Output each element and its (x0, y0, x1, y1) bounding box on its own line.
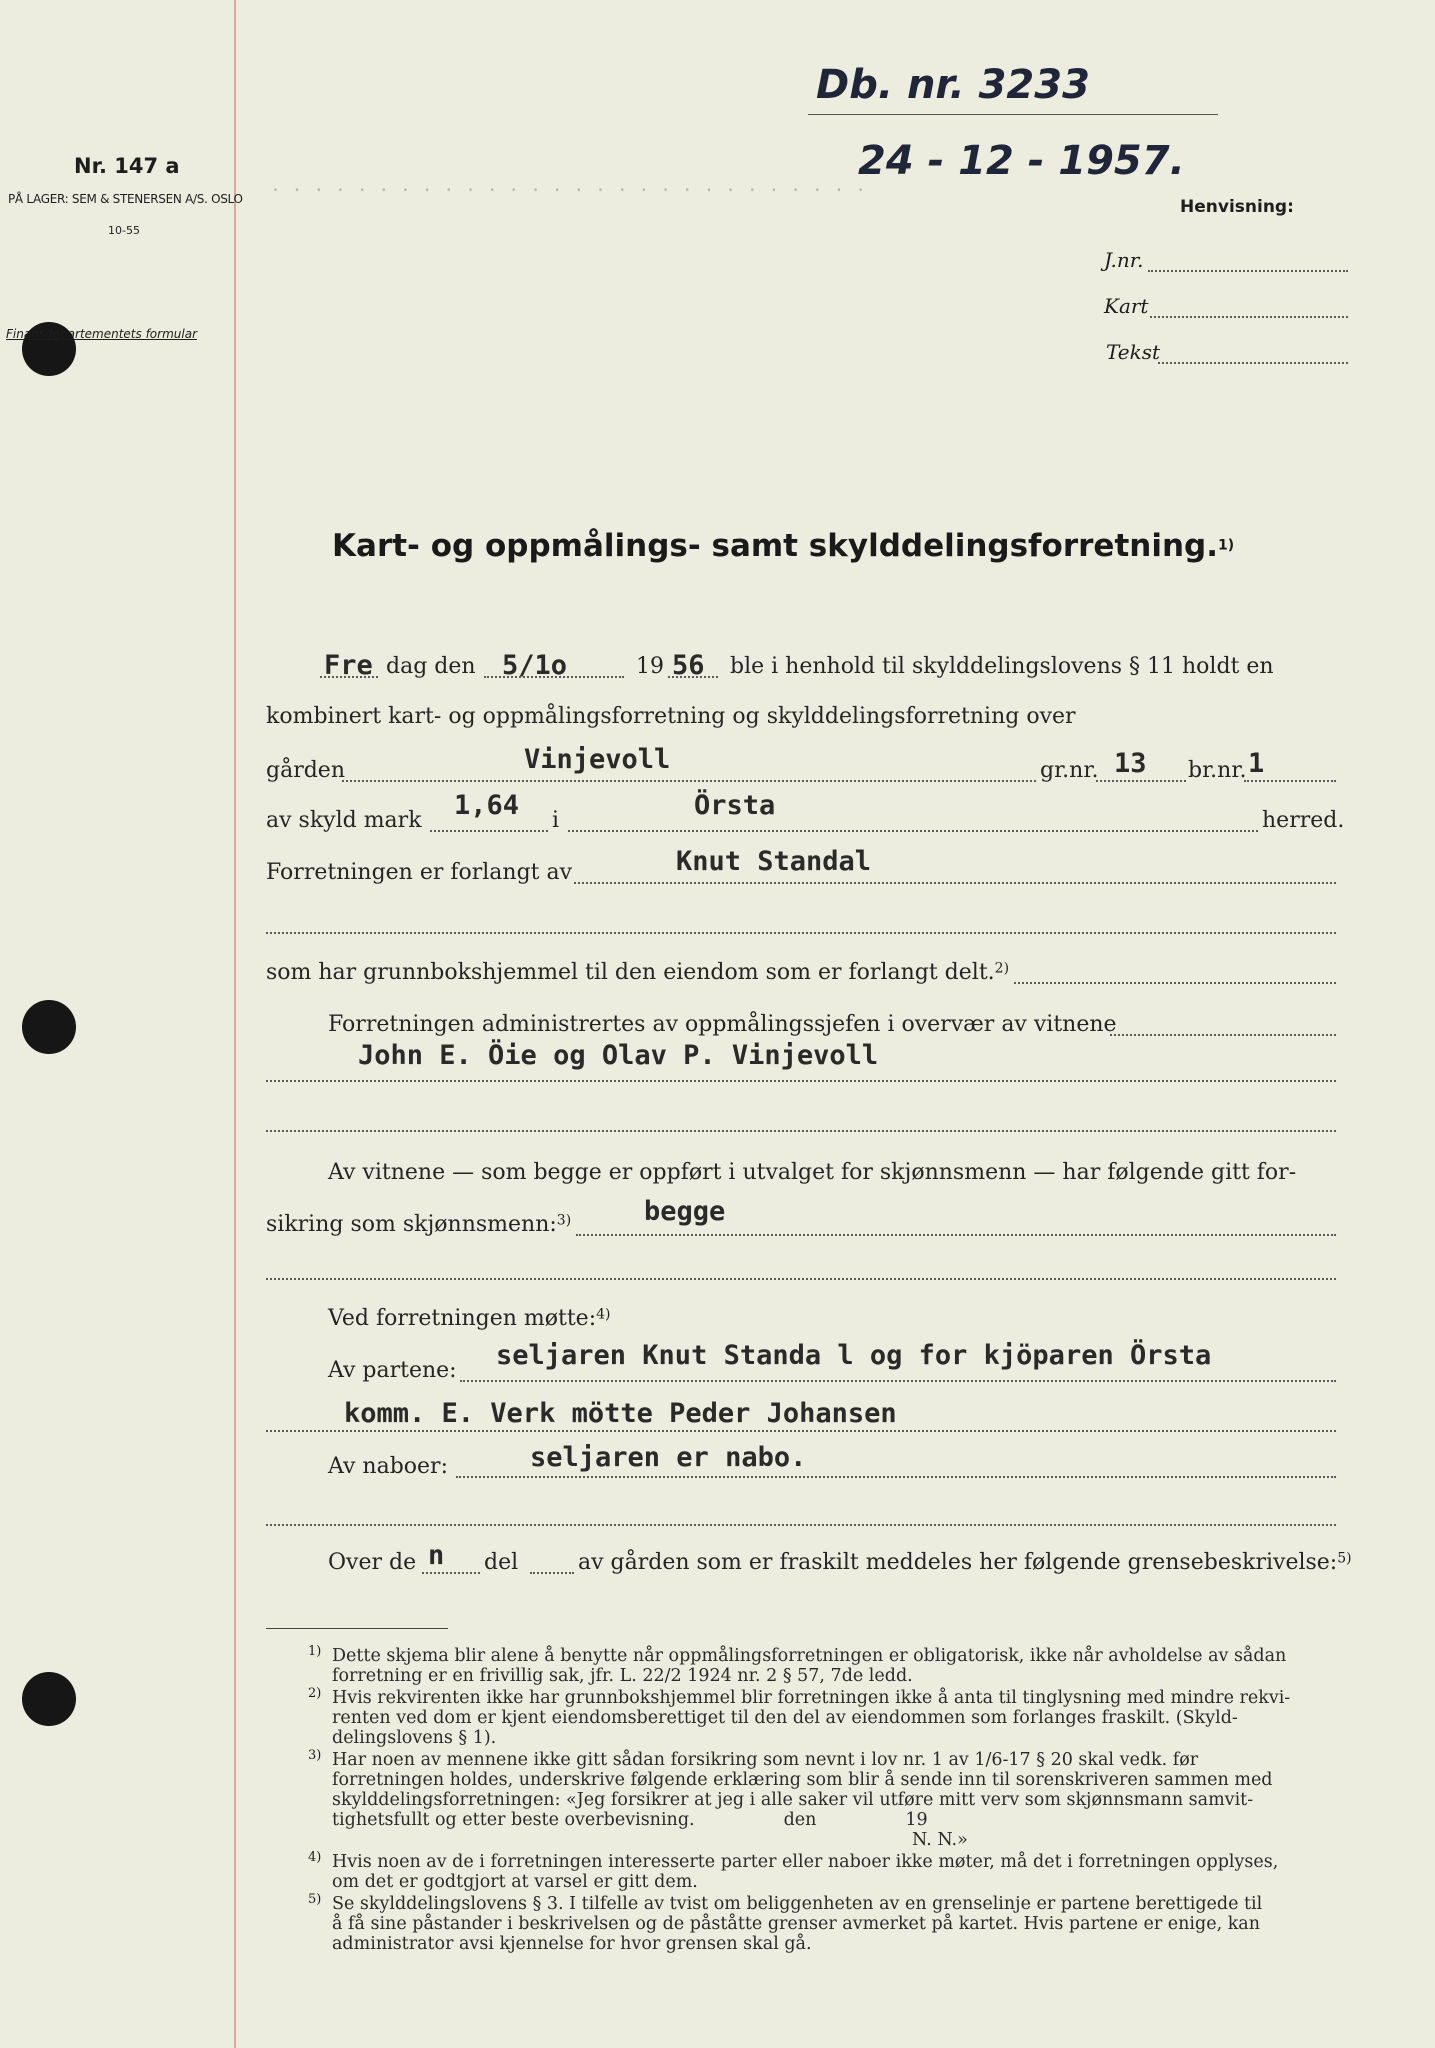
parties-value: seljaren Knut Standa l og for kjöparen Örsta (496, 1340, 1212, 1371)
footnote-2-line-1: Hvis rekvirenten ikke har grunnbokshjemmel blir forretningen ikke å anta til tinglysning med mindre rekvi- (332, 1688, 1291, 1708)
reference-jnr-label: J.nr. (1104, 248, 1144, 272)
document-title (332, 528, 1234, 564)
footnote-3-line-4: tighetsfullt og etter beste overbevisning. den 19 (332, 1810, 928, 1830)
parties-line-2 (266, 1430, 1336, 1432)
footnote-4 (266, 1852, 1336, 1892)
footnote-3 (266, 1750, 1336, 1830)
farm-line (342, 780, 1036, 782)
parties-continued: komm. E. Verk mötte Peder Johansen (344, 1398, 897, 1429)
boundary-row (578, 1550, 1352, 1575)
reference-tekst-line (1158, 362, 1348, 364)
footnote-2-num: 2) (308, 1686, 322, 1701)
footnote-3-line-1: Har noen av mennene ikke gitt sådan forsikring som nevnt i lov nr. 1 av 1/6-17 § 20 skal vedk. før (332, 1750, 1199, 1770)
brnr-label: br.nr. (1188, 758, 1247, 783)
form-printer: PÅ LAGER: SEM & STENERSEN A/S. OSLO (8, 192, 243, 206)
year-prefix: 19 (636, 654, 664, 679)
herred-line (568, 830, 1258, 832)
admin-line-2 (266, 1080, 1336, 1082)
footnote-1-line-1: Dette skjema blir alene å benytte når oppmålingsforretningen er obligatorisk, ikke når avholdelse av sådan (332, 1646, 1287, 1666)
reference-jnr-line (1148, 270, 1348, 272)
weekday-value: Fre (324, 650, 373, 681)
date-line (484, 676, 624, 678)
grunnbok-text: som har grunnbokshjemmel til den eiendom som er forlangt delt. (266, 960, 995, 985)
skyld-i: i (552, 808, 560, 833)
admin-value: John E. Öie og Olav P. Vinjevoll (358, 1040, 879, 1071)
witnesses-line2: sikring som skjønnsmenn: (266, 1212, 557, 1237)
margin-line (234, 0, 236, 2048)
boundary-n: n (428, 1540, 445, 1571)
admin-line-3 (266, 1130, 1336, 1132)
footnote-3-num: 3) (308, 1748, 322, 1763)
footnote-5-num: 5) (308, 1892, 322, 1907)
footnote-5-line-1: Se skylddelingslovens § 3. I tilfelle av tvist om beliggenheten av en grenselinje er partene berettigede til (332, 1894, 1263, 1914)
date-value: 5/1o (502, 650, 568, 681)
attendance-label: Ved forretningen møtte: (328, 1306, 597, 1331)
boundary-over-de: Over de (328, 1550, 417, 1575)
reference-heading: Henvisning: (1180, 197, 1294, 217)
reference-kart-label: Kart (1104, 294, 1149, 318)
footnote-1-line-2: forretning er en frivillig sak, jfr. L. 22/2 1924 nr. 2 § 57, 7de ledd. (332, 1666, 913, 1686)
parties-label: Av partene: (328, 1358, 457, 1383)
dag-den-label: dag den (386, 654, 476, 679)
footnote-4-line-2: om det er godtgjort at varsel er gitt dem. (332, 1872, 698, 1892)
admin-text: Forretningen administrertes av oppmålingssjefen i overvær av vitnene (328, 1012, 1117, 1037)
requested-value: Knut Standal (676, 846, 872, 877)
witnesses-value: begge (644, 1196, 726, 1227)
grunnbok-line (1014, 982, 1336, 984)
footnote-2 (266, 1688, 1336, 1748)
witnesses-line2-row (266, 1212, 571, 1237)
grunnbok-footnote-ref: 2) (994, 960, 1010, 977)
footnote-4-num: 4) (308, 1850, 322, 1865)
boundary-del: del (484, 1550, 519, 1575)
farm-label: gården (266, 758, 345, 783)
reference-tekst-label: Tekst (1106, 340, 1161, 364)
footnote-rule (266, 1628, 448, 1629)
footnote-5-line-3: administrator avsi kjennelse for hvor grensen skal gå. (332, 1934, 812, 1954)
footnote-3-nn: N. N.» (912, 1830, 968, 1850)
footnote-5-line-2: å få sine påstander i beskrivelsen og de påståtte grenser avmerket på kartet. Hvis partene er enige, kan (332, 1914, 1261, 1934)
witnesses-footnote-ref: 3) (556, 1212, 572, 1229)
doc-date-stamp: 24 - 12 - 1957. (858, 138, 1185, 184)
brnr-value: 1 (1248, 748, 1265, 779)
herred-label: herred. (1262, 808, 1345, 833)
farm-value: Vinjevoll (524, 744, 671, 775)
footnote-3-line-2: forretningen holdes, underskrive følgende erklæring som blir å sende inn til sorenskriveren sammen med (332, 1770, 1273, 1790)
footnote-3-signature (266, 1830, 1336, 1850)
brnr-line (1244, 780, 1336, 782)
line2-text: kombinert kart- og oppmålingsforretning og skylddelingsforretning over (266, 704, 1076, 729)
boundary-footnote-ref: 5) (1337, 1550, 1352, 1567)
year-value: 56 (672, 650, 705, 681)
footnote-3-line-3: skylddelingsforretningen: «Jeg forsikrer at jeg i alle saker vil utføre mitt verv som skjønnsmann samvit- (332, 1790, 1254, 1810)
witnesses-line1: Av vitnene — som begge er oppført i utvalget for skjønnsmenn — har følgende gitt for- (328, 1160, 1297, 1185)
footnote-1-num: 1) (308, 1644, 322, 1659)
witnesses-line (576, 1234, 1336, 1236)
reference-kart-line (1150, 316, 1348, 318)
neighbours-line (456, 1476, 1336, 1478)
form-number: Nr. 147 a (74, 154, 180, 178)
document-title-text: Kart- og oppmålings- samt skylddelingsforretning. (332, 528, 1218, 564)
footnote-2-line-3: delingslovens § 1). (332, 1728, 497, 1748)
attendance-footnote-ref: 4) (596, 1306, 611, 1323)
requested-line (574, 882, 1336, 884)
skyld-value: 1,64 (454, 790, 520, 821)
skyld-label: av skyld mark (266, 808, 422, 833)
boundary-text: av gården som er fraskilt meddeles her følgende grensebeskrivelse: (578, 1550, 1338, 1575)
title-footnote-ref: 1) (1218, 537, 1235, 554)
line1-text: ble i henhold til skylddelingslovens § 11 holdt en (730, 654, 1274, 679)
punch-hole-middle (22, 1000, 76, 1054)
neighbours-label: Av naboer: (328, 1454, 448, 1479)
admin-line-1 (1110, 1034, 1336, 1036)
neighbours-value: seljaren er nabo. (530, 1442, 807, 1473)
footnote-2-line-2: renten ved dom er kjent eiendomsberettiget til den del av eiendommen som forlanges fraskilt. (Skyld- (332, 1708, 1238, 1728)
requested-label: Forretningen er forlangt av (266, 860, 573, 885)
requested-line-2 (266, 932, 1336, 934)
attendance-row (328, 1306, 610, 1331)
grunnbok-row (266, 960, 1009, 985)
bleed-through: · · · · · · · · · · · · · · · · · · · · · · · · · · · · (270, 180, 867, 201)
grnr-value: 13 (1114, 748, 1147, 779)
neighbours-line-2 (266, 1524, 1336, 1526)
grnr-label: gr.nr. (1040, 758, 1099, 783)
doc-number-stamp: Db. nr. 3233 (816, 62, 1090, 108)
form-edition: 10-55 (108, 224, 140, 237)
parties-line (460, 1380, 1336, 1382)
grnr-line (1096, 780, 1186, 782)
footnote-1 (266, 1646, 1336, 1686)
witnesses-line-2 (266, 1278, 1336, 1280)
form-department: Finansdepartementets formular (6, 327, 197, 341)
boundary-del-line (530, 1572, 574, 1574)
weekday-line (320, 676, 378, 678)
year-line (668, 676, 718, 678)
footnote-5 (266, 1894, 1336, 1954)
punch-hole-bottom (22, 1672, 76, 1726)
footnotes (266, 1646, 1336, 1954)
skyld-line (430, 830, 548, 832)
footnote-4-line-1: Hvis noen av de i forretningen interesserte parter eller naboer ikke møter, må det i forretningen opplyses, (332, 1852, 1279, 1872)
herred-value: Örsta (694, 790, 776, 821)
stamp-rule (808, 114, 1218, 115)
boundary-n-line (422, 1572, 480, 1574)
